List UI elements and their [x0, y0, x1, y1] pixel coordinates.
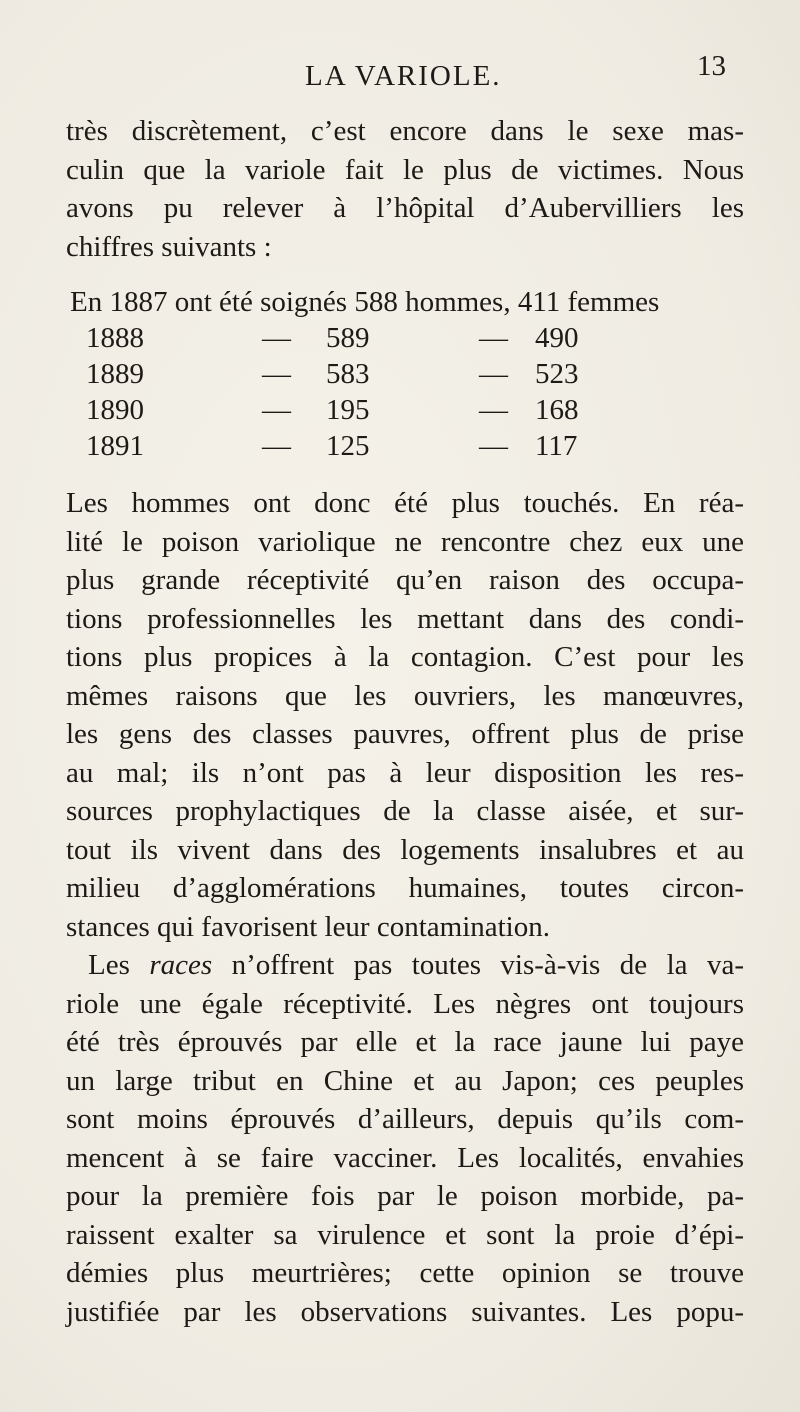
stat-men: 195 [326, 394, 370, 426]
stat-row [86, 392, 726, 428]
stat-dash: — [262, 394, 291, 426]
stat-year: 1889 [86, 358, 144, 390]
text-line: un large tribut en Chine et au Japon; ces peuples [66, 1064, 744, 1097]
text-line: les gens des classes pauvres, offrent plus de prise [66, 718, 744, 750]
stat-women: 117 [535, 430, 578, 462]
stat-row-1887 [70, 284, 726, 320]
text-line: raissent exalter sa virulence et sont la proie d’épi- [66, 1218, 744, 1251]
stat-year: 1888 [86, 322, 144, 354]
text-line: tout ils vivent dans des logements insalubres et au [66, 833, 744, 866]
stat-women: 490 [535, 322, 579, 354]
text-line: milieu d’agglomérations humaines, toutes circon- [66, 872, 744, 904]
text-line: au mal; ils n’ont pas à leur disposition les res- [66, 756, 744, 789]
text-line: sont moins éprouvés d’ailleurs, depuis qu’ils com- [66, 1103, 744, 1135]
text-line: avons pu relever à l’hôpital d’Aubervilliers les [66, 192, 744, 224]
stat-dash: — [262, 430, 291, 462]
races-lead: Les [88, 949, 130, 981]
text-line: chiffres suivants : [66, 230, 272, 263]
running-title: LA VARIOLE. [305, 60, 502, 92]
stat-dash: — [262, 358, 291, 390]
page-number: 13 [697, 50, 726, 82]
stat-dash: — [262, 322, 291, 354]
stat-row [86, 428, 726, 464]
page-header [0, 50, 800, 100]
text-line: démies plus meurtrières; cette opinion se trouve [66, 1257, 744, 1289]
text-line: lité le poison variolique ne rencontre chez eux une [66, 525, 744, 558]
stat-women: 168 [535, 394, 579, 426]
races-first-line-rest: n’offrent pas toutes vis-à-vis de la va- [231, 949, 744, 981]
races-italic-word: races [149, 949, 213, 981]
stat-row [86, 356, 726, 392]
text-line: plus grande réceptivité qu’en raison des occupa- [66, 564, 744, 596]
text-line: mencent à se faire vacciner. Les localités, envahies [66, 1141, 744, 1174]
text-line: riole une égale réceptivité. Les nègres ont toujours [66, 987, 744, 1020]
stat-row [86, 320, 726, 356]
text-line: très discrètement, c’est encore dans le sexe mas- [66, 115, 744, 147]
text-line: été très éprouvés par elle et la race jaune lui paye [66, 1026, 744, 1058]
stat-men: 125 [326, 430, 370, 462]
text-line: justifiée par les observations suivantes. Les popu- [66, 1295, 744, 1328]
stat-year: 1890 [86, 394, 144, 426]
smallpox-statistics-table [70, 284, 726, 464]
text-line: mêmes raisons que les ouvriers, les manœuvres, [66, 679, 744, 712]
intro-paragraph [66, 112, 744, 266]
text-line [66, 946, 744, 985]
stat-dash: — [479, 394, 508, 426]
stat-men: 583 [326, 358, 370, 390]
text-line: stances qui favorisent leur contamination. [66, 910, 550, 943]
stat-dash: — [479, 358, 508, 390]
text-line: tions professionnelles les mettant dans des condi- [66, 602, 744, 635]
stat-year: 1891 [86, 430, 144, 462]
stat-first-line: En 1887 ont été soignés 588 hommes, 411 femmes [70, 286, 660, 318]
body-paragraphs [66, 484, 744, 1331]
stat-dash: — [479, 430, 508, 462]
text-line: sources prophylactiques de la classe aisée, et sur- [66, 795, 744, 827]
text-line: pour la première fois par le poison morbide, pa- [66, 1180, 744, 1212]
stat-men: 589 [326, 322, 370, 354]
text-line: culin que la variole fait le plus de victimes. Nous [66, 153, 744, 186]
text-line: tions plus propices à la contagion. C’est pour les [66, 641, 744, 673]
stat-women: 523 [535, 358, 579, 390]
text-line: Les hommes ont donc été plus touchés. En réa- [66, 487, 744, 519]
stat-dash: — [479, 322, 508, 354]
